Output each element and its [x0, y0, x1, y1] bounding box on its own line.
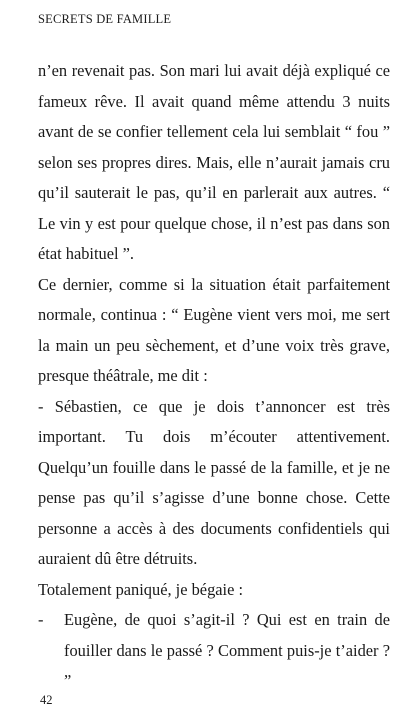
body-text [38, 56, 390, 697]
paragraph: - Sébastien, ce que je dois t’annoncer est très important. Tu dois m’écouter attentivement. Quelqu’un fouille dans le passé de la famille, et je ne pense pas qu’il s’agisse d’une bonne chose. Cette personne a accès à des documents confidentiels qui auraient dû être détruits. [38, 396, 390, 568]
paragraph: Ce dernier, comme si la situation était parfaitement normale, continua : “ Eugène vient vers moi, me sert la main un peu sèchement, et d’une voix très grave, presque théâtrale, me dit : [38, 274, 390, 385]
page-number: 42 [40, 693, 53, 707]
paragraph: n’en revenait pas. Son mari lui avait déjà expliqué ce fameux rêve. Il avait quand même attendu 3 nuits avant de se confier tellement cela lui semblait “ fou ” selon ses propres dires. Mais, elle n’aurait jamais cru qu’il sauterait le pas, qu’il en parlerait aux autres. “ Le vin y est pour quelque chose, il n’est pas dans son état habituel ”. [38, 61, 390, 263]
dialogue-dash: - [38, 610, 44, 629]
dialogue-text: Eugène, de quoi s’agit-il ? Qui est en train de fouiller dans le passé ? Comment puis-je t’aider ? ” [64, 610, 390, 690]
running-head-title: SECRETS DE FAMILLE [38, 12, 172, 26]
paragraph: Totalement paniqué, je bégaie : [38, 579, 244, 599]
dialogue-line [38, 605, 390, 697]
